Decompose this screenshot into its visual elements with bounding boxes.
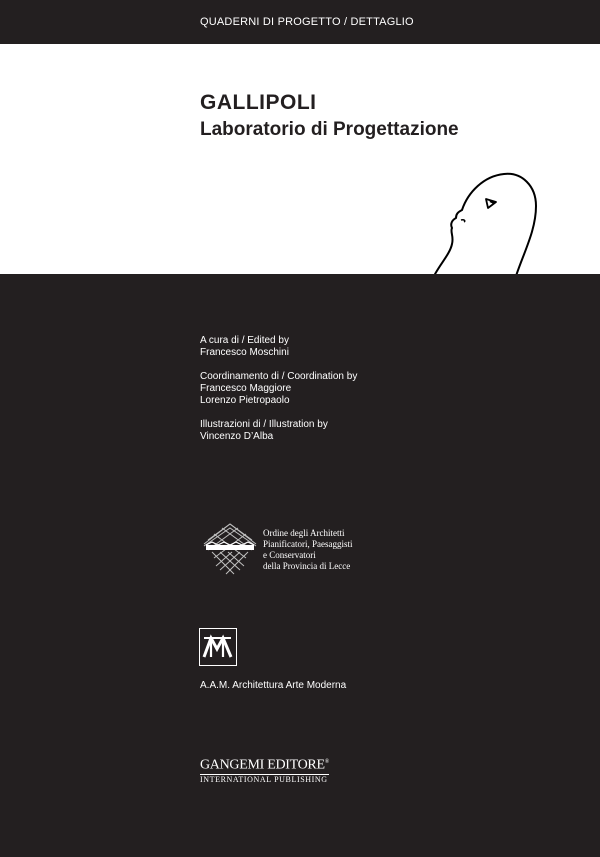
credit-illustration bbox=[200, 419, 500, 443]
order-line: della Provincia di Lecce bbox=[263, 561, 351, 571]
order-name bbox=[263, 528, 352, 572]
credits bbox=[200, 335, 500, 455]
header-band bbox=[0, 0, 600, 44]
publisher-logo bbox=[200, 755, 329, 785]
registered-mark: ® bbox=[324, 759, 329, 765]
publisher-name: GANGEMI EDITORE bbox=[200, 757, 325, 773]
aam-logo-icon bbox=[199, 628, 237, 666]
book-subtitle: Laboratorio di Progettazione bbox=[200, 119, 459, 140]
book-title: GALLIPOLI bbox=[200, 91, 317, 114]
head-illustration-icon bbox=[428, 172, 540, 274]
credit-name: Francesco Moschini bbox=[200, 347, 289, 358]
order-line: Ordine degli Architetti bbox=[263, 528, 345, 538]
aam-label: A.A.M. Architettura Arte Moderna bbox=[200, 680, 347, 691]
credit-coordination bbox=[200, 371, 500, 407]
order-line: e Conservatori bbox=[263, 550, 316, 560]
publisher-tagline: INTERNATIONAL PUBLISHING bbox=[200, 774, 328, 784]
credit-name: Francesco Maggiore bbox=[200, 383, 292, 394]
credit-label: Coordinamento di / Coordination by bbox=[200, 371, 358, 382]
order-line: Pianificatori, Paesaggisti bbox=[263, 539, 353, 549]
order-architects-logo-icon bbox=[200, 518, 260, 576]
title-panel bbox=[0, 44, 600, 274]
credit-label: Illustrazioni di / Illustration by bbox=[200, 419, 328, 430]
credit-editor bbox=[200, 335, 500, 359]
series-title: QUADERNI DI PROGETTO / DETTAGLIO bbox=[200, 16, 414, 28]
credit-name: Vincenzo D’Alba bbox=[200, 431, 274, 442]
credit-label: A cura di / Edited by bbox=[200, 335, 289, 346]
credit-name: Lorenzo Pietropaolo bbox=[200, 395, 290, 406]
